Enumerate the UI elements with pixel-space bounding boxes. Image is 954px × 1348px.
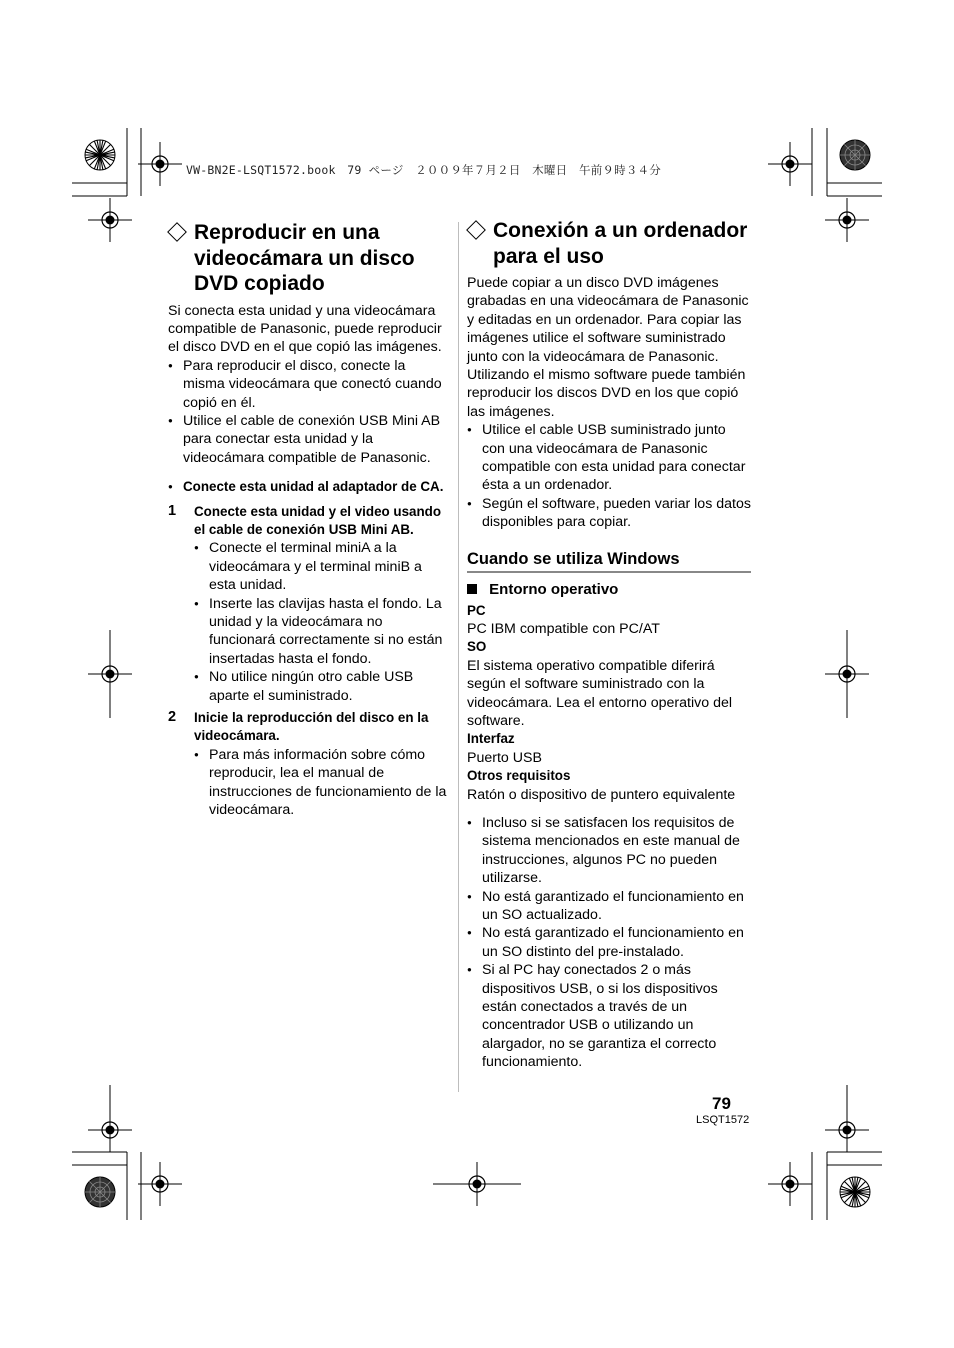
- step-1-bullet: ● Conecte el terminal miniA a la videocámara y el terminal miniB a esta unidad.: [194, 539, 450, 594]
- step-2-text: 2 Inicie la reproducción del disco en la videocámara.: [168, 709, 429, 744]
- square-bullet-icon: [467, 584, 477, 594]
- pre-step-instruction: ● Conecte esta unidad al adaptador de CA.: [168, 478, 450, 496]
- step-1-bullet: ● No utilice ningún otro cable USB aparte el suministrado.: [194, 668, 450, 705]
- right-intro: Puede copiar a un disco DVD imágenes grabadas en una videocámara de Panasonic y editadas en un ordenador. Para copiar las imágenes utilice el software suministrado junto con la videocámara de Panasonic. Utilizando el mismo software puede también reproducir los discos DVD en los que copió las imágenes.: [467, 275, 749, 420]
- otros-value: Ratón o dispositivo de puntero equivalente: [467, 786, 736, 803]
- left-bullet: ● Utilice el cable de conexión USB Mini AB para conectar esta unidad y la videocámara compatible de Panasonic.: [168, 412, 450, 467]
- step-1-text: 1 Conecte esta unidad y el video usando el cable de conexión USB Mini AB.: [168, 502, 442, 537]
- interfaz-value: Puerto USB: [467, 749, 542, 766]
- step-2: [168, 709, 450, 819]
- note-item: ● Incluso si se satisfacen los requisitos de sistema mencionados en este manual de instrucciones, algunos PC no pueden utilizarse.: [467, 814, 751, 888]
- doc-code: LSQT1572: [696, 1114, 750, 1126]
- step-number: 2: [168, 709, 177, 726]
- print-header: VW-BN2E-LSQT1572.book 79 ページ ２００９年７月２日 木曜日 午前９時３４分: [186, 163, 661, 177]
- pc-label: PC: [467, 602, 486, 618]
- left-title: Reproducir en una videocámara un disco DVD copiado: [168, 220, 450, 297]
- notes-list: [467, 814, 751, 1072]
- page-number: 79: [712, 1094, 731, 1113]
- so-value: El sistema operativo compatible diferirá según el software suministrado con la videocámara. Lea el entorno operativo del software.: [467, 657, 733, 729]
- so-label: SO: [467, 639, 487, 655]
- right-bullet: ● Utilice el cable USB suministrado junto con una videocámara de Panasonic compatible con esta unidad para conectar ésta a un ordenador.: [467, 421, 751, 495]
- column-divider: [458, 222, 459, 1092]
- step-1: [168, 503, 450, 705]
- step-1-bullet: ● Inserte las clavijas hasta el fondo. La unidad y la videocámara no funcionará correctamente si no están insertadas hasta el fondo.: [194, 595, 450, 669]
- subsection-title: Entorno operativo: [467, 581, 751, 599]
- right-column: [467, 218, 751, 1072]
- left-bullet: ● Para reproducir el disco, conecte la misma videocámara que conectó cuando copió en él.: [168, 357, 450, 412]
- diamond-icon: [466, 220, 486, 240]
- step-number: 1: [168, 502, 177, 519]
- diamond-icon: [167, 222, 187, 242]
- left-column: [168, 220, 450, 819]
- step-2-bullet: ● Para más información sobre cómo reproducir, lea el manual de instrucciones de funcionamiento de la videocámara.: [194, 746, 450, 820]
- otros-label: Otros requisitos: [467, 768, 571, 784]
- section-title: Cuando se utiliza Windows: [467, 550, 751, 573]
- note-item: ● Si al PC hay conectados 2 o más dispositivos USB, o si los dispositivos están conectados a través de un concentrador USB o utilizando un alargador, no se garantiza el correcto funcionamiento.: [467, 961, 751, 1071]
- pc-value: PC IBM compatible con PC/AT: [467, 620, 660, 637]
- note-item: ● No está garantizado el funcionamiento en un SO distinto del pre-instalado.: [467, 924, 751, 961]
- interfaz-label: Interfaz: [467, 731, 515, 747]
- right-title: Conexión a un ordenador para el uso: [467, 218, 751, 269]
- note-item: ● No está garantizado el funcionamiento en un SO actualizado.: [467, 888, 751, 925]
- left-intro: Si conecta esta unidad y una videocámara compatible de Panasonic, puede reproducir el disco DVD en el que copió las imágenes.: [168, 302, 442, 356]
- right-bullet: ● Según el software, pueden variar los datos disponibles para copiar.: [467, 495, 751, 532]
